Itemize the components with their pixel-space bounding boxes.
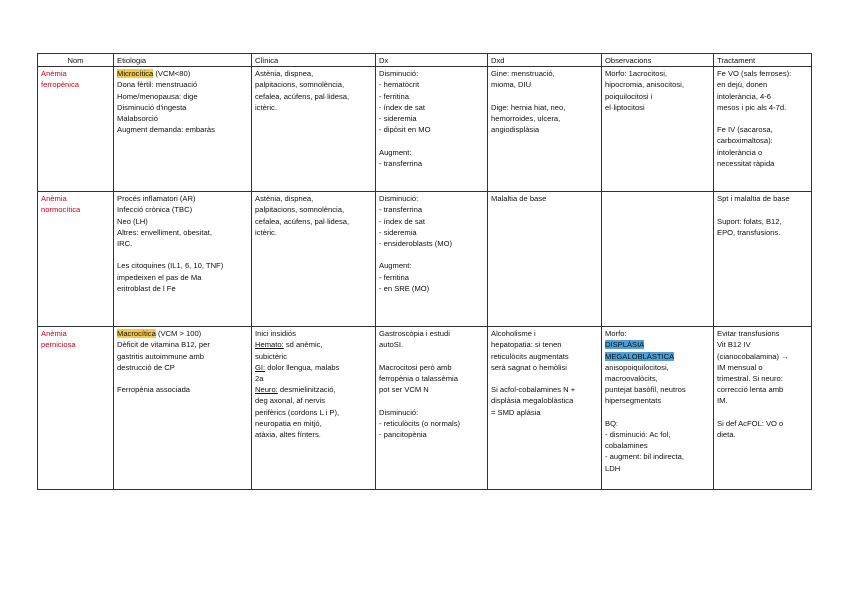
tractament-cell: Fe VO (sals ferroses): en dejú, donen intolerància, 4-6 mesos i pic als 4-7d. Fe IV (sacarosa, carboximaltosa): intolerància o necessitat ràpida <box>714 67 812 192</box>
etiologia-cell: Macrocítica (VCM > 100) Dèficit de vitamina B12, per gastritis autoimmune amb destrucció de CP Ferropènia associada <box>114 327 252 490</box>
dxd-cell: Alcoholisme i hepatopatia: si tenen reticulòcits augmentats serà sagnat o hemòlisi Si acfol-cobalamines N + displàsia megaloblàstica = SMD aplàsia <box>488 327 602 490</box>
row-name: Anèmia normocítica <box>38 192 114 327</box>
table-row <box>38 192 812 327</box>
header-observacions: Observacions <box>602 54 714 67</box>
header-etiologia: Etiologia <box>114 54 252 67</box>
header-row <box>38 54 812 67</box>
dx-cell: Disminució: - hematòcrit - ferritina - índex de sat - sideremia - dipòsit en MO Augment: - transferrina <box>376 67 488 192</box>
row-name: Anèmia perniciosa <box>38 327 114 490</box>
highlight-macrocitica: Macrocítica <box>117 329 156 339</box>
highlight-microcitica: Microcítica <box>117 69 154 79</box>
anemia-table <box>37 53 812 490</box>
clinica-cell: Astènia, dispnea, palpitacions, somnolència, cefalea, acúfens, pal·lidesa, ictèric. <box>252 67 376 192</box>
dxd-cell: Gine: menstruació, mioma, DIU Dige: hernia hiat, neo, hemorroides, ulcera, angiodisplàsia <box>488 67 602 192</box>
etiologia-cell: Microcítica (VCM<80) Dona fèrtil: menstruació Home/menopausa: dige Disminució d'ingesta Malabsorció Augment demanda: embaràs <box>114 67 252 192</box>
header-clinica: Clínica <box>252 54 376 67</box>
header-nom: Nom <box>38 54 114 67</box>
highlight-megaloblastica: MEGALOBLÀSTICA <box>605 351 675 361</box>
dxd-cell: Malaltia de base <box>488 192 602 327</box>
etiologia-cell: Procés inflamatori (AR) Infecció crònica (TBC) Neo (LH) Altres: envelliment, obesitat, IRC. Les citoquines (IL1, 6, 10, TNF) impedeixen el pas de Ma eritroblast de l Fe <box>114 192 252 327</box>
observacions-cell: Morfo: 1acrocitosi, hipocromia, anisocitosi, poiquilocitosi i el·liptocitosi <box>602 67 714 192</box>
row-name: Anèmia ferropènica <box>38 67 114 192</box>
highlight-displasia: DISPLÀSIA <box>605 340 645 350</box>
observacions-cell: Morfo: DISPLÀSIA MEGALOBLÀSTICA anisopoiquilocitosi, macroovalòcits, puntejat basòfil, neutros hipersegmentats BQ: - disminució: Ac fol, cobalamines - augment: bil indirecta, LDH <box>602 327 714 490</box>
tractament-cell: Spt i malaltia de base Suport: folats, B12, EPO, transfusions. <box>714 192 812 327</box>
header-tractament: Tractament <box>714 54 812 67</box>
dx-cell: Disminució: - transferrina - índex de sat - sideremia - ensideroblasts (MO) Augment: - ferritina - en SRE (MO) <box>376 192 488 327</box>
header-dxd: Dxd <box>488 54 602 67</box>
clinica-cell: Inici insidiós Hemato: sd anèmic, subictèric GI: dolor llengua, malabs 2a Neuro: desmielinització, deg axonal, af nervis perifèrics (cordons L i P), neuropatia en mitjó, atàxia, altes fínters. <box>252 327 376 490</box>
table-row <box>38 327 812 490</box>
tractament-cell: Evitar transfusions Vit B12 IV (cianocobalamina) → IM mensual o trimestral. Si neuro: correcció lenta amb IM. Si def AcFOL: VO o dieta. <box>714 327 812 490</box>
header-dx: Dx <box>376 54 488 67</box>
clinica-cell: Astènia, dispnea, palpitacions, somnolència, cefalea, acúfens, pal·lidesa, ictèric. <box>252 192 376 327</box>
table-row <box>38 67 812 192</box>
dx-cell: Gastroscòpia i estudi autoSI. Macrocitosi però amb ferropènia o talassèmia pot ser VCM N Disminució: - reticulòcits (o normals) - pancitopènia <box>376 327 488 490</box>
observacions-cell <box>602 192 714 327</box>
